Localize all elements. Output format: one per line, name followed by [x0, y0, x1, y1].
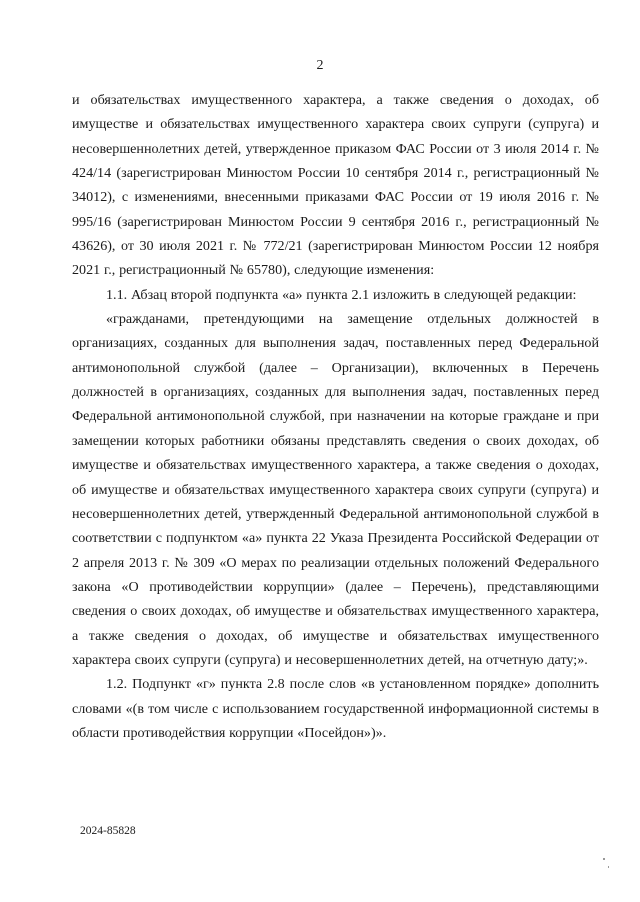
scan-speck [608, 866, 609, 868]
scan-speck [603, 858, 605, 860]
document-body [72, 88, 599, 745]
paragraph-quoted-text: «гражданами, претендующими на замещение отдельных должностей в организациях, созданных для выполнения задач, поставленных перед Федеральной антимонопольной службой (далее – Организации), включенных в Перечень должностей в организациях, созданных для выполнения задач, поставленных перед Федеральной антимонопольной службой, при назначении на которые граждане и при замещении которых работники обязаны представлять сведения о своих доходах, об имуществе и обязательствах имущественного характера, а также сведения о доходах, об имуществе и обязательствах имущественного характера своих супруги (супруга) и несовершеннолетних детей, утвержденный Федеральной антимонопольной службой в соответствии с подпунктом «а» пункта 22 Указа Президента Российской Федерации от 2 апреля 2013 г. № 309 «О мерах по реализации отдельных положений Федерального закона «О противодействии коррупции» (далее – Перечень), представляющими сведения о своих доходах, об имуществе и обязательствах имущественного характера, а также сведения о доходах, об имуществе и обязательствах имущественного характера своих супруги (супруга) и несовершеннолетних детей, на отчетную дату;». [72, 311, 599, 668]
paragraph-1-1: 1.1. Абзац второй подпункта «а» пункта 2.1 изложить в следующей редакции: [106, 286, 577, 303]
document-registration-code: 2024-85828 [80, 825, 136, 837]
paragraph-1-2: 1.2. Подпункт «г» пункта 2.8 после слов «в установленном порядке» дополнить словами «(в том числе с использованием государственной информационной системы в области противодействия коррупции «Посейдон»)». [72, 676, 599, 741]
page-number: 2 [316, 58, 324, 73]
paragraph-continuation: и обязательствах имущественного характера, а также сведения о доходах, об имуществе и обязательствах имущественного характера своих супруги (супруга) и несовершеннолетних детей, утвержденное приказом ФАС России от 3 июля 2014 г. № 424/14 (зарегистрирован Минюстом России 10 сентября 2014 г., регистрационный № 34012), с изменениями, внесенными приказами ФАС России от 19 июля 2016 г. № 995/16 (зарегистрирован Минюстом России 9 сентября 2016 г., регистрационный № 43626), от 30 июля 2021 г. № 772/21 (зарегистрирован Минюстом России 12 ноября 2021 г., регистрационный № 65780), следующие изменения: [72, 92, 599, 279]
